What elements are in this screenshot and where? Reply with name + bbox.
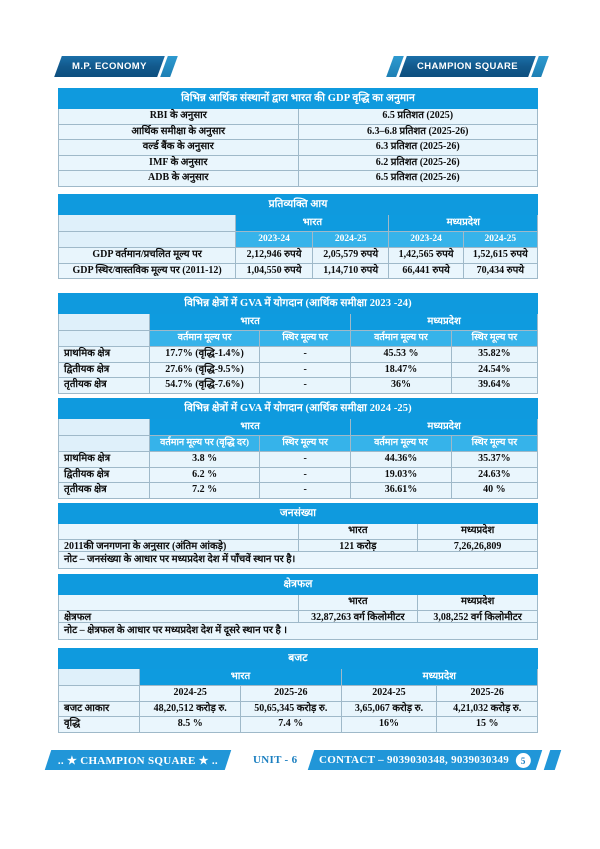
budget-label-size: बजट आकार [59, 701, 140, 717]
area-mp-value: 3,08,252 वर्ग किलोमीटर [418, 610, 538, 626]
per-capita-group-mp: मध्यप्रदेश [389, 215, 538, 232]
gdp-value-rbi: 6.5 प्रतिशत (2025) [298, 109, 538, 125]
area-title: क्षेत्रफल [59, 575, 538, 595]
footer-unit-label: UNIT - 6 [253, 754, 298, 766]
per-capita-label-constant: GDP स्थिर/वास्तविक मूल्य पर (2011-12) [59, 263, 236, 279]
gva-2024-25-sector-tertiary: तृतीयक क्षेत्र [59, 483, 150, 499]
table-row [59, 362, 538, 378]
footer-contact-banner [308, 750, 543, 770]
gva-2024-25-title: विभिन्न क्षेत्रों में GVA में योगदान (आर्थिक समीक्षा 2024 -25) [59, 399, 538, 419]
gva-2024-25-subhead-india-constant: स्थिर मूल्य पर [260, 436, 351, 452]
gdp-estimate-title-row [59, 89, 538, 109]
budget-growth-mp-2025-26: 15 % [437, 717, 538, 733]
gdp-source-imf: IMF के अनुसार [59, 155, 299, 171]
gva-2023-24-secondary-mp-current: 18.47% [351, 362, 452, 378]
footer-brand-banner [45, 750, 232, 770]
table-row [59, 717, 538, 733]
table-row [59, 483, 538, 499]
per-capita-income-table [58, 194, 538, 279]
per-capita-year-india-2: 2024-25 [312, 232, 389, 248]
population-note: नोट – जनसंख्या के आधार पर मध्यप्रदेश देश में पाँचवें स्थान पर है। [58, 551, 538, 569]
gva-2023-24-secondary-india-current: 27.6% (वृद्धि-9.5%) [150, 362, 260, 378]
budget-growth-india-2025-26: 7.4 % [241, 717, 342, 733]
per-capita-title-row [59, 195, 538, 215]
population-head-row [59, 524, 538, 540]
per-capita-current-mp-2023-24: 1,42,565 रुपये [389, 248, 463, 264]
table-row [59, 378, 538, 394]
gdp-source-adb: ADB के अनुसार [59, 171, 299, 187]
per-capita-label-current: GDP वर्तमान/प्रचलित मूल्य पर [59, 248, 236, 264]
gva-2023-24-subhead-blank [59, 331, 150, 347]
budget-year-mp-1: 2024-25 [341, 686, 437, 702]
area-india-value: 32,87,263 वर्ग किलोमीटर [298, 610, 418, 626]
population-head-mp: मध्यप्रदेश [418, 524, 538, 540]
footer-unit-banner [244, 750, 307, 770]
gva-2023-24-group-blank [59, 314, 150, 331]
gva-2024-25-primary-mp-constant: 35.37% [451, 452, 537, 468]
table-row [59, 452, 538, 468]
table-row [59, 248, 538, 264]
per-capita-current-india-2024-25: 2,05,579 रुपये [312, 248, 389, 264]
table-row [59, 701, 538, 717]
gva-2024-25-table [58, 398, 538, 499]
gva-2023-24-secondary-mp-constant: 24.54% [451, 362, 537, 378]
gva-2024-25-group-blank [59, 419, 150, 436]
per-capita-year-mp-2: 2024-25 [463, 232, 537, 248]
gva-2023-24-primary-india-current: 17.7% (वृद्धि-1.4%) [150, 347, 260, 363]
area-title-row [59, 575, 538, 595]
gva-2024-25-subhead-blank [59, 436, 150, 452]
gva-2024-25-title-row [59, 399, 538, 419]
gva-2023-24-tertiary-india-constant: - [260, 378, 351, 394]
gdp-source-economic-survey: आर्थिक समीक्षा के अनुसार [59, 124, 299, 140]
budget-size-mp-2024-25: 3,65,067 करोड़ रु. [341, 701, 437, 717]
gva-2024-25-secondary-mp-current: 19.03% [351, 467, 452, 483]
population-row-label: 2011की जनगणना के अनुसार (अंतिम आंकड़े) [59, 539, 299, 555]
population-table [58, 503, 538, 555]
page-header [0, 56, 600, 80]
page-number-badge: 5 [516, 753, 531, 768]
gdp-value-imf: 6.2 प्रतिशत (2025-26) [298, 155, 538, 171]
header-right-slab [399, 56, 536, 77]
gva-2023-24-table [58, 293, 538, 394]
header-tag-mp-economy [58, 56, 174, 77]
gva-2024-25-primary-india-current: 3.8 % [150, 452, 260, 468]
gva-2023-24-title-row [59, 294, 538, 314]
budget-group-blank [59, 669, 140, 686]
table-row [59, 263, 538, 279]
per-capita-year-row [59, 232, 538, 248]
per-capita-year-blank [59, 232, 236, 248]
area-head-mp: मध्यप्रदेश [418, 595, 538, 611]
budget-title: बजट [59, 649, 538, 669]
area-head-india: भारत [298, 595, 418, 611]
gva-2023-24-primary-mp-current: 45.53 % [351, 347, 452, 363]
gva-2023-24-subhead-mp-current: वर्तमान मूल्य पर [351, 331, 452, 347]
per-capita-year-india-1: 2023-24 [236, 232, 313, 248]
gva-2023-24-group-mp: मध्यप्रदेश [351, 314, 538, 331]
gva-2023-24-subhead-row [59, 331, 538, 347]
page-footer [0, 750, 600, 778]
table-row [59, 109, 538, 125]
gva-2024-25-group-row [59, 419, 538, 436]
budget-size-india-2024-25: 48,20,512 करोड़ रु. [140, 701, 241, 717]
gva-2023-24-subhead-india-current: वर्तमान मूल्य पर [150, 331, 260, 347]
gva-2023-24-primary-mp-constant: 35.82% [451, 347, 537, 363]
gva-2023-24-group-row [59, 314, 538, 331]
footer-contact-label: CONTACT – 9039030348, 9039030349 [319, 754, 510, 766]
gva-2024-25-tertiary-mp-current: 36.61% [351, 483, 452, 499]
table-row [59, 140, 538, 156]
gdp-value-adb: 6.5 प्रतिशत (2025-26) [298, 171, 538, 187]
per-capita-current-india-2023-24: 2,12,946 रुपये [236, 248, 313, 264]
table-row [59, 171, 538, 187]
population-mp-value: 7,26,26,809 [418, 539, 538, 555]
gdp-value-world-bank: 6.3 प्रतिशत (2025-26) [298, 140, 538, 156]
budget-group-row [59, 669, 538, 686]
budget-label-growth: वृद्धि [59, 717, 140, 733]
population-title-row [59, 504, 538, 524]
gva-2024-25-subhead-mp-current: वर्तमान मूल्य पर [351, 436, 452, 452]
budget-year-india-1: 2024-25 [140, 686, 241, 702]
table-row [59, 124, 538, 140]
gva-2023-24-primary-india-constant: - [260, 347, 351, 363]
header-right-label: CHAMPION SQUARE [416, 61, 518, 72]
budget-year-blank [59, 686, 140, 702]
gva-2024-25-tertiary-india-current: 7.2 % [150, 483, 260, 499]
budget-year-india-2: 2025-26 [241, 686, 342, 702]
table-row [59, 155, 538, 171]
gva-2024-25-sector-secondary: द्वितीयक क्षेत्र [59, 467, 150, 483]
gdp-estimate-table [58, 88, 538, 187]
budget-size-india-2025-26: 50,65,345 करोड़ रु. [241, 701, 342, 717]
gva-2023-24-sector-primary: प्राथमिक क्षेत्र [59, 347, 150, 363]
population-title: जनसंख्या [59, 504, 538, 524]
table-row [59, 347, 538, 363]
gva-2024-25-tertiary-india-constant: - [260, 483, 351, 499]
population-head-india: भारत [298, 524, 418, 540]
gva-2023-24-tertiary-india-current: 54.7% (वृद्धि-7.6%) [150, 378, 260, 394]
budget-size-mp-2025-26: 4,21,032 करोड़ रु. [437, 701, 538, 717]
area-table [58, 574, 538, 626]
gva-2024-25-secondary-india-current: 6.2 % [150, 467, 260, 483]
per-capita-year-mp-1: 2023-24 [389, 232, 463, 248]
budget-year-mp-2: 2025-26 [437, 686, 538, 702]
gva-2023-24-sector-tertiary: तृतीयक क्षेत्र [59, 378, 150, 394]
per-capita-constant-mp-2023-24: 66,441 रुपये [389, 263, 463, 279]
budget-title-row [59, 649, 538, 669]
gva-2023-24-group-india: भारत [150, 314, 351, 331]
gva-2024-25-subhead-row [59, 436, 538, 452]
area-head-row [59, 595, 538, 611]
gdp-estimate-title: विभिन्न आर्थिक संस्थानों द्वारा भारत की GDP वृद्धि का अनुमान [59, 89, 538, 109]
gva-2024-25-group-india: भारत [150, 419, 351, 436]
budget-growth-mp-2024-25: 16% [341, 717, 437, 733]
footer-tail-accent [544, 750, 561, 770]
gva-2024-25-sector-primary: प्राथमिक क्षेत्र [59, 452, 150, 468]
gva-2024-25-subhead-mp-constant: स्थिर मूल्य पर [451, 436, 537, 452]
footer-brand-label: .. ★ CHAMPION SQUARE ★ .. [58, 754, 219, 767]
gva-2024-25-secondary-india-constant: - [260, 467, 351, 483]
per-capita-current-mp-2024-25: 1,52,615 रुपये [463, 248, 537, 264]
per-capita-group-blank [59, 215, 236, 232]
gva-2023-24-sector-secondary: द्वितीयक क्षेत्र [59, 362, 150, 378]
gva-2024-25-primary-india-constant: - [260, 452, 351, 468]
area-row-label: क्षेत्रफल [59, 610, 299, 626]
header-tag-champion-square [390, 56, 545, 77]
gva-2024-25-primary-mp-current: 44.36% [351, 452, 452, 468]
gva-2024-25-subhead-india-current: वर्तमान मूल्य पर (वृद्धि दर) [150, 436, 260, 452]
population-head-blank [59, 524, 299, 540]
gva-2023-24-secondary-india-constant: - [260, 362, 351, 378]
per-capita-title: प्रतिव्यक्ति आय [59, 195, 538, 215]
gva-2023-24-subhead-india-constant: स्थिर मूल्य पर [260, 331, 351, 347]
area-head-blank [59, 595, 299, 611]
budget-group-india: भारत [140, 669, 341, 686]
gdp-source-rbi: RBI के अनुसार [59, 109, 299, 125]
header-left-slab [54, 56, 164, 77]
gva-2024-25-tertiary-mp-constant: 40 % [451, 483, 537, 499]
area-note: नोट – क्षेत्रफल के आधार पर मध्यप्रदेश देश में दूसरे स्थान पर है । [58, 622, 538, 640]
per-capita-constant-india-2024-25: 1,14,710 रुपये [312, 263, 389, 279]
gva-2023-24-subhead-mp-constant: स्थिर मूल्य पर [451, 331, 537, 347]
per-capita-group-row [59, 215, 538, 232]
gva-2023-24-tertiary-mp-constant: 39.64% [451, 378, 537, 394]
per-capita-group-india: भारत [236, 215, 389, 232]
per-capita-constant-mp-2024-25: 70,434 रुपये [463, 263, 537, 279]
gva-2023-24-tertiary-mp-current: 36% [351, 378, 452, 394]
gdp-source-world-bank: वर्ल्ड बैंक के अनुसार [59, 140, 299, 156]
budget-table [58, 648, 538, 733]
per-capita-constant-india-2023-24: 1,04,550 रुपये [236, 263, 313, 279]
budget-growth-india-2024-25: 8.5 % [140, 717, 241, 733]
header-left-label: M.P. ECONOMY [72, 61, 147, 72]
gva-2023-24-title: विभिन्न क्षेत्रों में GVA में योगदान (आर्थिक समीक्षा 2023 -24) [59, 294, 538, 314]
budget-group-mp: मध्यप्रदेश [341, 669, 537, 686]
gva-2024-25-secondary-mp-constant: 24.63% [451, 467, 537, 483]
population-india-value: 121 करोड़ [298, 539, 418, 555]
budget-year-row [59, 686, 538, 702]
gdp-value-economic-survey: 6.3–6.8 प्रतिशत (2025-26) [298, 124, 538, 140]
table-row [59, 467, 538, 483]
gva-2024-25-group-mp: मध्यप्रदेश [351, 419, 538, 436]
